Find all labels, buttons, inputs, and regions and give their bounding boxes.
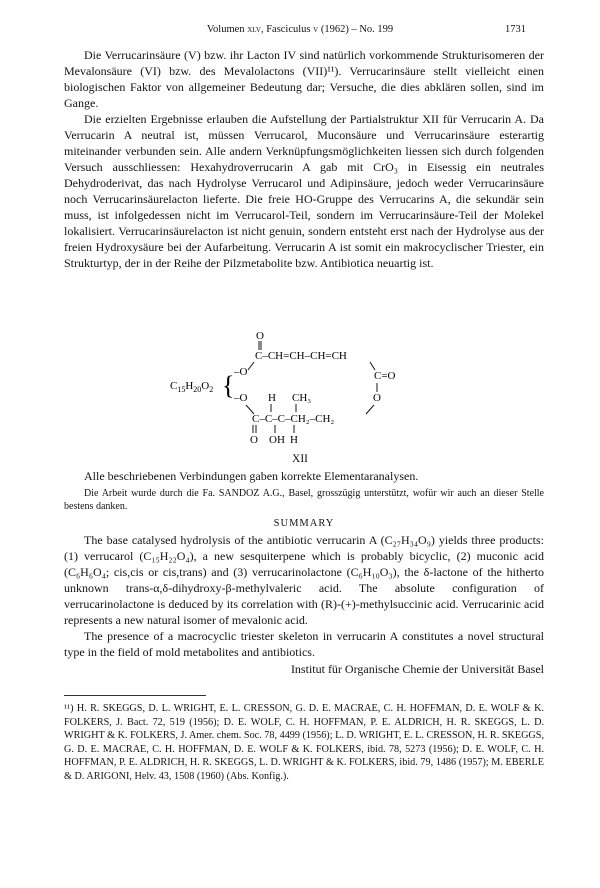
header-citation: Volumen xlv, Fasciculus v (1962) – No. 199 [206,24,394,35]
summary-heading: SUMMARY [273,518,335,529]
structure-right-o: O [373,392,381,404]
paragraph-block-middle [64,468,544,677]
structure-formula: $C_{15}H_{20}O_2$ [170,380,214,394]
paragraph-block-top [64,47,544,271]
structure-ch3: CH₃ [292,392,312,404]
footnote-block [64,702,544,783]
structure-label: XII [292,453,308,465]
structure-bottom-o: O [250,434,258,446]
paragraph-elementaranalysen: Alle beschriebenen Verbindungen gaben korrekte Elementaranalysen. [84,469,419,483]
structure-top-o: O [256,330,264,342]
paragraph-verrucarinsaeure: Die Verrucarinsäure (V) bzw. ihr Lacton IV sind natürlich vorkommende Strukturisomeren der Mevalonsäure (VI) bzw. des Mevalolactons (VII)¹¹). Verrucarinsäure stellt vielleicht einen biologischen Faktor von allgemeiner Bedeutung dar; Versuche, die dies abklären sollen, sind im Gange. [64,48,544,110]
structure-bottom-oh: OH [269,434,285,446]
structure-bottom-h: H [290,434,298,446]
structure-lower-chain: C–C–C–CH₂–CH₂ [252,413,335,425]
structure-right-co: C=O [374,370,396,382]
institute-affiliation: Institut für Organische Chemie der Universität Basel [290,662,544,676]
structure-ring-o-lower: –O [234,392,248,404]
paragraph-partialstruktur: Die erzielten Ergebnisse erlauben die Aufstellung der Partialstruktur XII für Verrucarin A. Da Verrucarin A neutral ist, müssen Verrucarol, Muconsäure und Verrucarinsäure esterartig miteinander verbunden sein. Alle andern Verknüpfungsmöglichkeiten liessen sich durch folgenden Versuch ausschliessen: Hexahydroverrucarin A gab mit CrO₃ in Eisessig ein neutrales Dehydroderivat, das nach Hydrolyse Verrucarol und Adipinsäure, jedoch weder Verrucarinsäure noch Verrucarinsäurelacton lieferte. Die freie HO-Gruppe des Verrucarins A, die sekundär sein muss, ist infolgedessen nicht im Verrucarol-Teil, sondern im Verrucarinsäure-Teil der Molekel lokalisiert. Verrucarinsäurelacton ist nicht genuin, sondern entsteht erst nach der Hydrolyse aus der freien Hydroxysäure bei der Aufarbeitung. Verrucarin A ist somit ein makrocyclischer Triester, ein Strukturtyp, der in der Reihe der Pilzmetabolite bzw. Antibiotica neuartig ist. [64,112,544,270]
page-number: 1731 [505,24,526,35]
structure-chain: C–CH=CH–CH=CH [255,350,347,362]
summary-paragraph-1: The base catalysed hydrolysis of the antibiotic verrucarin A (C₂₇H₃₄O₉) yields three products: (1) verrucarol (C₁₅H₂₂O₄), a new sesquiterpene which is probably bicyclic, (2) muconic acid (C₆H₆O₄; cis,cis or cis,trans) and (3) verrucarinolactone (C₆H₁₀O₃), the δ-lactone of the hitherto unknown trans-α,δ-dihydroxy-β-methylvaleric acid. The absolute configuration of verrucarinolactone is deduced by its correlation with (R)-(+)-methylsuccinic acid. Verrucarinic acid represents a new natural isomer of mevalonic acid. [64,533,544,627]
structure-h: H [268,392,276,404]
summary-paragraph-2: The presence of a macrocyclic triester skeleton in verrucarin A constitutes a novel structural type in the field of mold metabolites and antibiotics. [64,629,544,659]
acknowledgement: Die Arbeit wurde durch die Fa. SANDOZ A.G., Basel, grosszügig unterstützt, wofür wir auch an dieser Stelle bestens danken. [64,488,544,512]
structure-brace: { [222,371,235,400]
footnote-rule [64,695,206,696]
running-header [74,24,526,38]
structure-ring-o-upper: –O [234,366,248,378]
footnote-11: ¹¹) H. R. SKEGGS, D. L. WRIGHT, E. L. CRESSON, G. D. E. MACRAE, C. H. HOFFMAN, D. E. WOLF & K. FOLKERS, J. Bact. 72, 519 (1956); D. E. WOLF, C. H. HOFFMAN, P. E. ALDRICH, H. R. SKEGGS, L. D. WRIGHT & K. FOLKERS, J. Amer. chem. Soc. 78, 4499 (1956); L. D. WRIGHT, E. L. CRESSON, H. R. SKEGGS, G. D. E. MACRAE, C. H. HOFFMAN, D. E. WOLF & K. FOLKERS, ibid. 78, 5273 (1956); D. E. WOLF, C. H. HOFFMAN, P. E. ALDRICH, H. R. SKEGGS, L. D. WRIGHT & K. FOLKERS, ibid. 79, 1486 (1957); M. EBERLE & D. ARIGONI, Helv. 43, 1508 (1960) (Abs. Konfig.). [64,703,544,782]
structure-xii [170,328,430,452]
